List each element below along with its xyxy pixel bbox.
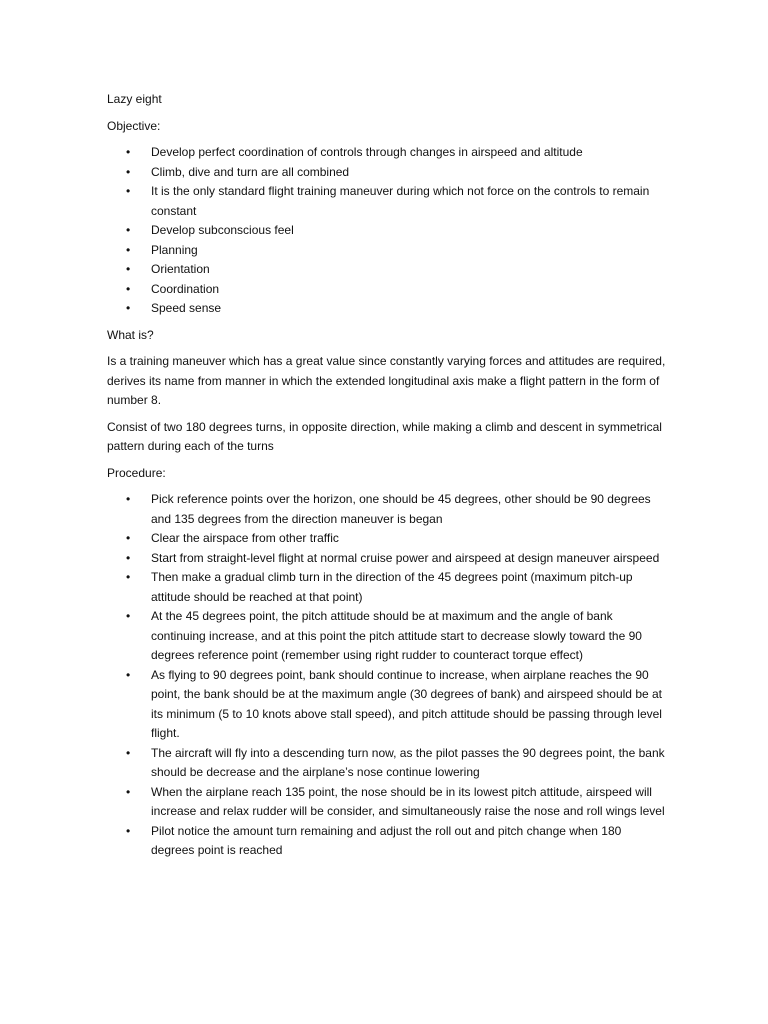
bullet-icon: • [126,242,131,257]
list-item: • Orientation [107,260,667,280]
list-item: • Clear the airspace from other traffic [107,529,667,549]
document-title: Lazy eight [107,92,162,106]
bullet-icon: • [126,262,131,276]
objective-heading: Objective: [107,118,161,133]
what-paragraph-1: Is a training maneuver which has a great value since constantly varying forces and attitudes are required, derives its name from manner in which the extended longitudinal axis make a flight pattern in the form of number 8. [107,354,666,407]
procedure-heading: Procedure: [107,465,166,480]
list-item: • Develop perfect coordination of controls through changes in airspeed and altitude [107,143,667,163]
bullet-icon: • [126,823,131,838]
bullet-icon: • [126,164,131,179]
bullet-icon: • [126,667,131,682]
list-item: • Pilot notice the amount turn remaining and adjust the roll out and pitch change when 180 degrees point is reached [126,823,622,857]
bullet-icon: • [126,570,131,584]
list-item: • Start from straight-level flight at normal cruise power and airspeed at design maneuver airspeed [107,549,667,569]
bullet-icon: • [126,223,131,237]
list-item: • Climb, dive and turn are all combined [107,163,667,183]
list-item: • Develop subconscious feel [107,221,667,241]
list-item: • Pick reference points over the horizon, one should be 45 degrees, other should be 90 degrees and 135 degrees from the direction maneuver is began [126,492,651,526]
list-item: • Planning [107,241,667,261]
bullet-icon: • [126,531,131,545]
list-item: • At the 45 degrees point, the pitch attitude should be at maximum and the angle of bank continuing increase, and at this point the pitch attitude start to decrease slowly toward the 90 degrees reference point (remember using right rudder to counteract torque effect) [126,609,642,662]
list-item: • The aircraft will fly into a descending turn now, as the pilot passes the 90 degrees point, the bank should be decrease and the airplane’s nose continue lowering [126,745,665,779]
bullet-icon: • [126,281,131,296]
bullet-icon: • [126,301,131,315]
bullet-icon: • [126,184,131,198]
list-item: • As flying to 90 degrees point, bank should continue to increase, when airplane reaches the 90 point, the bank should be at the maximum angle (30 degrees of bank) and airspeed should be at its minimum (5 to 10 knots above stall speed), and pitch attitude should be passing through level flight. [126,667,663,740]
document-page [107,90,667,868]
what-heading: What is? [107,327,154,342]
bullet-icon: • [126,550,131,565]
list-item: • Coordination [107,280,667,300]
list-item: • Speed sense [107,299,667,319]
bullet-icon: • [126,745,131,760]
bullet-icon: • [126,784,131,799]
bullet-icon: • [126,609,131,623]
what-paragraph-2: Consist of two 180 degrees turns, in opposite direction, while making a climb and descent in symmetrical pattern during each of the turns [107,419,662,453]
list-item: • It is the only standard flight training maneuver during which not force on the controls to remain constant [126,184,650,218]
list-item: • Then make a gradual climb turn in the direction of the 45 degrees point (maximum pitch-up attitude should be reached at that point) [126,570,633,604]
bullet-icon: • [126,145,131,159]
list-item: • When the airplane reach 135 point, the nose should be in its lowest pitch attitude, airspeed will increase and relax rudder will be consider, and simultaneously raise the nose and roll wings level [126,784,665,818]
objectives-list [107,143,667,319]
bullet-icon: • [126,492,131,506]
procedure-list [107,490,667,861]
